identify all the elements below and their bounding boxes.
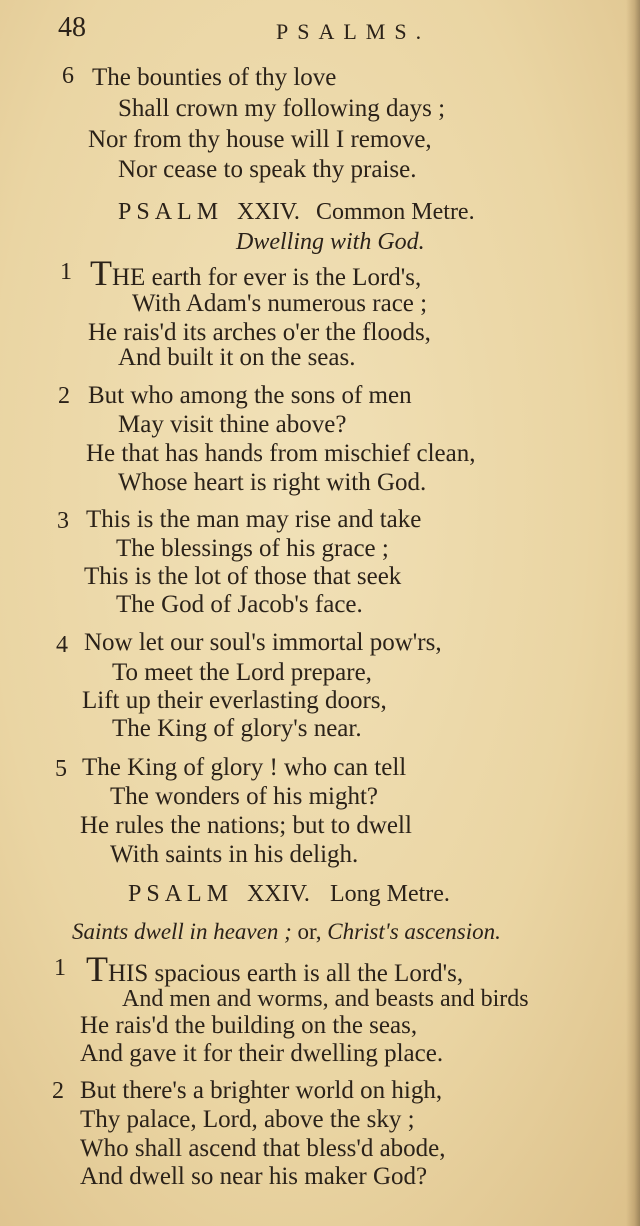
psalm-heading <box>118 198 475 226</box>
verse-line: And men and worms, and beasts and birds <box>122 986 529 1012</box>
verse-line: The King of glory's near. <box>112 715 362 742</box>
psalm-label: PSALM <box>118 199 224 225</box>
page-number: 48 <box>58 12 86 43</box>
stanza-number: 2 <box>52 1078 64 1104</box>
verse-line <box>90 253 422 293</box>
verse-line: May visit thine above? <box>118 411 347 438</box>
verse-line-rest: HE earth for ever is the Lord's, <box>112 264 422 291</box>
verse-line: The blessings of his grace ; <box>116 535 389 562</box>
verse-line: Nor cease to speak thy praise. <box>118 156 417 183</box>
verse-line: And built it on the seas. <box>118 344 356 371</box>
verse-line: The King of glory ! who can tell <box>82 754 407 781</box>
verse-line: Now let our soul's immortal pow'rs, <box>84 629 442 656</box>
verse-line: This is the lot of those that seek <box>84 563 402 590</box>
verse-line: And gave it for their dwelling place. <box>80 1040 444 1067</box>
psalm-subtitle: Dwelling with God. <box>236 229 425 255</box>
page-edge-shadow <box>626 0 640 1226</box>
verse-line: He that has hands from mischief clean, <box>86 440 476 467</box>
verse-line: He rais'd the building on the seas, <box>80 1012 418 1039</box>
verse-line: And dwell so near his maker God? <box>80 1163 428 1190</box>
stanza-number: 5 <box>55 756 67 782</box>
verse-line: With Adam's numerous race ; <box>132 290 428 317</box>
psalm-numeral: XXIV. <box>247 881 310 907</box>
verse-line: Shall crown my following days ; <box>118 95 446 122</box>
verse-line <box>86 949 464 989</box>
running-title: PSALMS. <box>276 19 431 44</box>
drop-initial: T <box>90 253 112 293</box>
verse-line: He rules the nations; but to dwell <box>80 812 412 839</box>
verse-line: This is the man may rise and take <box>86 506 422 533</box>
psalm-label: PSALM <box>128 881 234 907</box>
verse-line: But who among the sons of men <box>88 382 412 409</box>
verse-line: He rais'd its arches o'er the floods, <box>88 319 431 346</box>
verse-line: But there's a brighter world on high, <box>80 1077 443 1104</box>
stanza-number: 6 <box>62 63 74 89</box>
verse-line: The God of Jacob's face. <box>116 591 363 618</box>
verse-line: Thy palace, Lord, above the sky ; <box>80 1106 415 1133</box>
verse-line: The wonders of his might? <box>110 783 379 810</box>
subtitle-part-a: Saints dwell in heaven ; <box>72 919 292 944</box>
verse-line: Lift up their everlasting doors, <box>82 687 387 714</box>
verse-line: The bounties of thy love <box>92 64 337 91</box>
verse-line: Who shall ascend that bless'd abode, <box>80 1135 446 1162</box>
subtitle-or: or, <box>297 919 322 944</box>
stanza-number: 2 <box>58 383 70 409</box>
stanza-number: 1 <box>60 259 72 285</box>
psalm-metre: Common Metre. <box>315 199 475 225</box>
verse-line: Nor from thy house will I remove, <box>88 126 432 153</box>
psalm-heading <box>128 880 450 908</box>
verse-line: To meet the Lord prepare, <box>112 659 372 686</box>
psalm-metre: Long Metre. <box>329 881 450 907</box>
stanza-number: 3 <box>57 508 69 534</box>
verse-line: Whose heart is right with God. <box>118 469 427 496</box>
subtitle-part-b: Christ's ascension. <box>327 919 501 944</box>
verse-line: With saints in his deligh. <box>110 841 359 868</box>
drop-initial: T <box>86 949 108 989</box>
psalm-numeral: XXIV. <box>237 199 300 225</box>
psalm-subtitle <box>72 918 501 946</box>
verse-line-rest: HIS spacious earth is all the Lord's, <box>108 960 464 987</box>
stanza-number: 1 <box>54 955 66 981</box>
stanza-number: 4 <box>56 632 68 658</box>
